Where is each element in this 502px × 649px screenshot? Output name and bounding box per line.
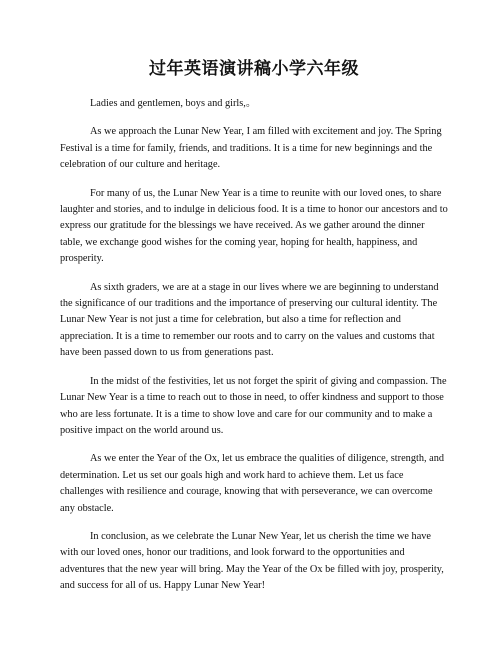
paragraph-salutation: Ladies and gentlemen, boys and girls,。 [90, 98, 257, 109]
paragraph-year-of-ox: As we enter the Year of the Ox, let us embrace the qualities of diligence, strength, and determination. Let us set our goals high and work hard to achieve them. Let us face challenges with resilience and courage, knowing that with perseverance, we can overcome any obstacle. [60, 453, 444, 514]
paragraph-sixth-graders: As sixth graders, we are at a stage in our lives where we are beginning to understand the significance of our traditions and the importance of preserving our cultural identity. The Lunar New Year is not just a time for celebration, but also a time for reflection and appreciation. It is a time to remember our roots and to carry on the values and customs that have been passed down to us from generations past. [60, 281, 439, 359]
paragraph-conclusion: In conclusion, as we celebrate the Lunar New Year, let us cherish the time we have with our loved ones, honor our traditions, and look forward to the opportunities and adventures that the new year will bring. May the Year of the Ox be filled with joy, prosperity, and success for all of us. Happy Lunar New Year! [60, 530, 444, 592]
paragraph-giving-compassion: In the midst of the festivities, let us not forget the spirit of giving and compassion. The Lunar New Year is a time to reach out to those in need, to offer kindness and support to those who are less fortunate. It is a time to show love and care for our community and to make a positive impact on the world around us. [60, 375, 447, 436]
document-title: 过年英语演讲稿小学六年级 [149, 59, 359, 79]
paragraph-family-reunion: For many of us, the Lunar New Year is a time to reunite with our loved ones, to share laughter and stories, and to indulge in delicious food. It is a time to honor our ancestors and to express our gratitude for the blessings we have received. As we gather around the dinner table, we exchange good wishes for the coming year, hoping for health, happiness, and prosperity. [60, 187, 448, 265]
paragraph-introduction: As we approach the Lunar New Year, I am filled with excitement and joy. The Spring Festival is a time for family, friends, and traditions. It is a time for new beginnings and the celebration of our culture and heritage. [60, 126, 442, 171]
